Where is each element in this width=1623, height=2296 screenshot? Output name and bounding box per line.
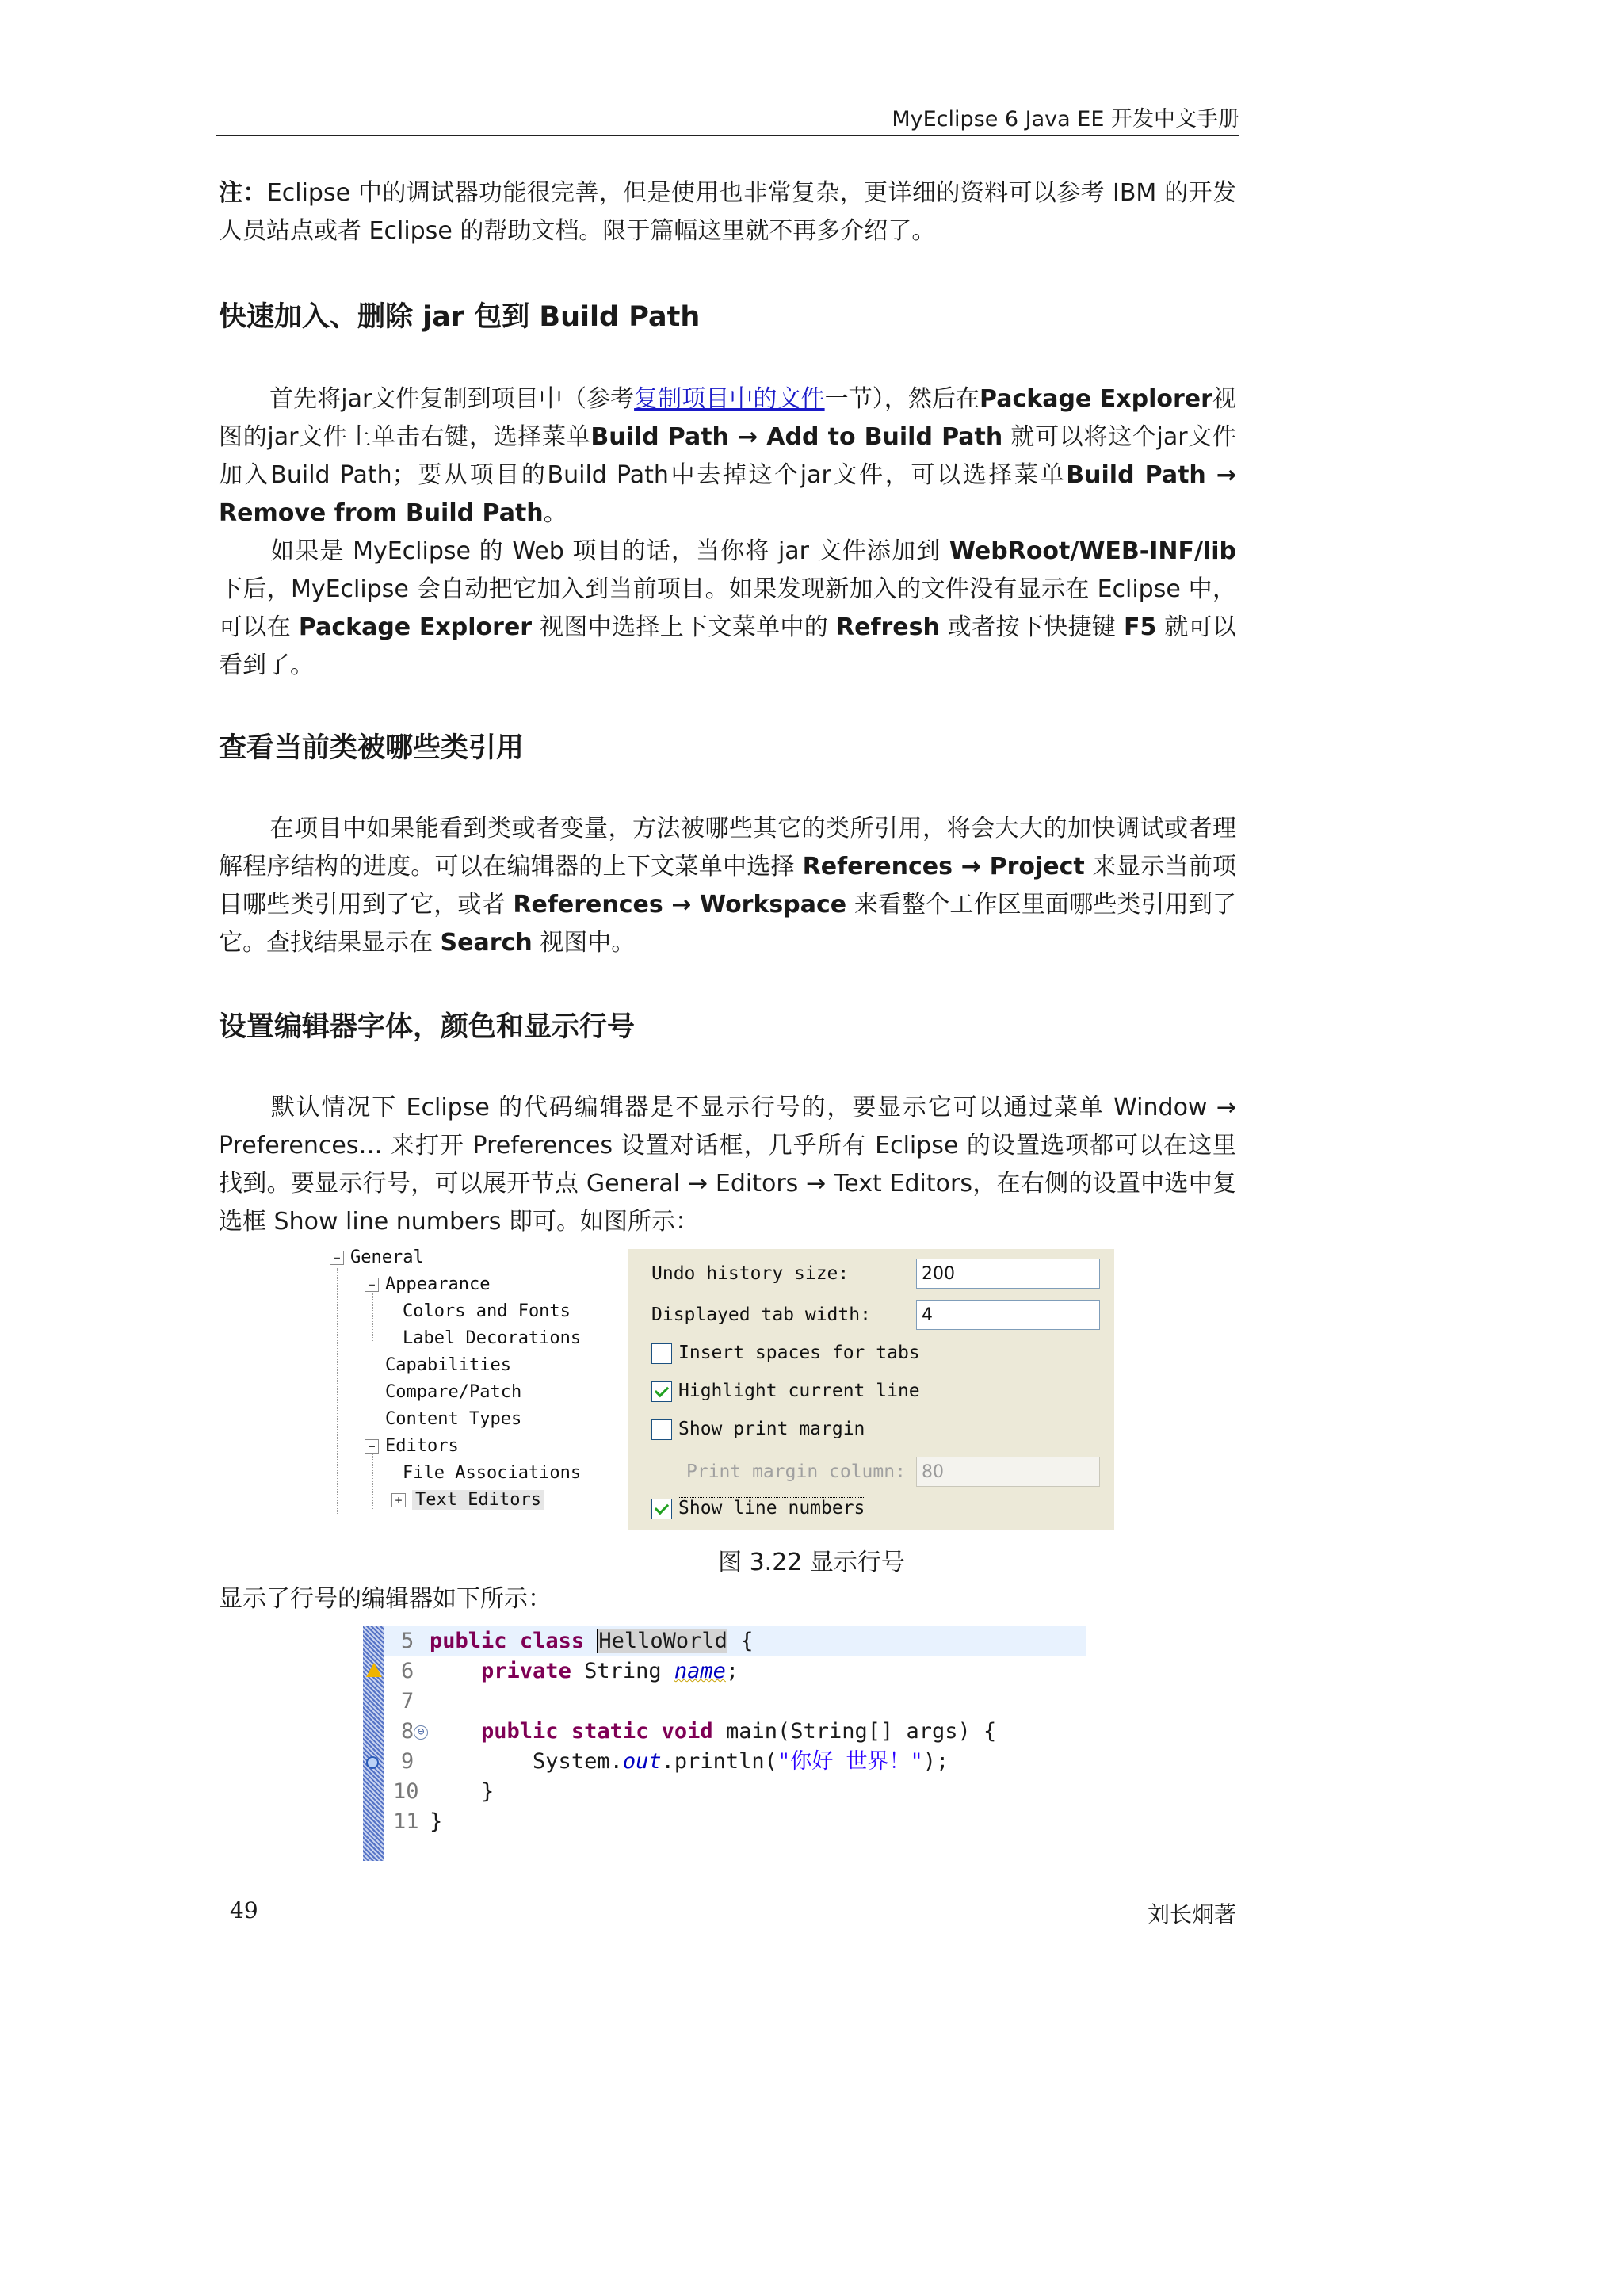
section-heading-editor-settings: 设置编辑器字体，颜色和显示行号 bbox=[219, 1011, 636, 1043]
tree-item-colors-fonts[interactable]: Colors and Fonts bbox=[403, 1301, 571, 1321]
tab-width-input[interactable]: 4 bbox=[916, 1300, 1100, 1330]
build-path-paragraph-1: 首先将jar文件复制到项目中（参考复制项目中的文件一节），然后在Package Explorer视图的jar文件上单击右键，选择菜单Build Path → Add to Build Path 就可以将这个jar文件加入Build Path；要从项目的Build Path中去掉这个jar文件，可以选择菜单Build Path → Remove from Build Path。 bbox=[219, 385, 1237, 527]
code-line-9: 9 System.out.println("你好 世界！"); bbox=[401, 1749, 949, 1774]
print-margin-column-input: 80 bbox=[916, 1457, 1100, 1487]
checkbox-icon[interactable] bbox=[651, 1343, 672, 1364]
tree-item-editors[interactable]: − Editors bbox=[365, 1436, 459, 1456]
undo-history-label: Undo history size: bbox=[651, 1263, 850, 1284]
print-margin-column-label: Print margin column: bbox=[686, 1461, 906, 1482]
text-editors-settings-panel bbox=[628, 1249, 1114, 1530]
code-line-6: 6 private String name; bbox=[401, 1659, 739, 1683]
section-heading-references: 查看当前类被哪些类引用 bbox=[219, 732, 525, 764]
tree-item-file-associations[interactable]: File Associations bbox=[403, 1463, 582, 1483]
tree-item-compare-patch[interactable]: Compare/Patch bbox=[385, 1382, 522, 1402]
tree-item-capabilities[interactable]: Capabilities bbox=[385, 1355, 511, 1375]
build-path-paragraph-2: 如果是 MyEclipse 的 Web 项目的话，当你将 jar 文件添加到 WebRoot/WEB-INF/lib 下后，MyEclipse 会自动把它加入到当前项目。如果发现新加入的文件没有显示在 Eclipse 中，可以在 Package Explorer 视图中选择上下文菜单中的 Refresh 或者按下快捷键 F5 就可以看到了。 bbox=[219, 537, 1236, 679]
figure-caption: 图 3.22 显示行号 bbox=[718, 1549, 905, 1576]
tree-item-label-decorations[interactable]: Label Decorations bbox=[403, 1328, 582, 1348]
code-editor-screenshot bbox=[363, 1626, 1086, 1861]
undo-history-input[interactable]: 200 bbox=[916, 1259, 1100, 1289]
section-heading-build-path: 快速加入、删除 jar 包到 Build Path bbox=[219, 301, 701, 333]
header-rule bbox=[216, 135, 1239, 136]
code-line-7: 7 bbox=[401, 1689, 414, 1713]
copy-files-link[interactable]: 复制项目中的文件 bbox=[634, 385, 825, 413]
note-text: Eclipse 中的调试器功能很完善，但是使用也非常复杂，更详细的资料可以参考 IBM 的开发人员站点或者 Eclipse 的帮助文档。限于篇幅这里就不再多介绍了。 bbox=[219, 179, 1236, 245]
warning-icon bbox=[366, 1663, 382, 1677]
preferences-tree bbox=[323, 1246, 624, 1530]
show-print-margin-checkbox[interactable]: Show print margin bbox=[651, 1419, 865, 1440]
note-paragraph bbox=[219, 174, 1236, 250]
expand-icon[interactable]: + bbox=[391, 1493, 406, 1507]
checkbox-icon[interactable] bbox=[651, 1419, 672, 1440]
references-paragraph: 在项目中如果能看到类或者变量，方法被哪些其它的类所引用，将会大大的加快调试或者理解程序结构的进度。可以在编辑器的上下文菜单中选择 References → Project 来显示当前项目哪些类引用到了它，或者 References → Workspace 来看整个工作区里面哪些类引用到了它。查找结果显示在 Search 视图中。 bbox=[219, 815, 1236, 957]
code-line-11: 11 } bbox=[393, 1809, 443, 1834]
running-header: MyEclipse 6 Java EE 开发中文手册 bbox=[892, 107, 1239, 132]
editor-settings-paragraph: 默认情况下 Eclipse 的代码编辑器是不显示行号的，要显示它可以通过菜单 Window → Preferences… 来打开 Preferences 设置对话框，几乎所有 Eclipse 的设置选项都可以在这里找到。要显示行号，可以展开节点 General → Editors → Text Editors，在右侧的设置中选中复选框 Show line numbers 即可。如图所示： bbox=[219, 1094, 1236, 1236]
collapse-icon[interactable]: − bbox=[365, 1278, 379, 1292]
code-line-5: 5 public class HelloWorld { bbox=[384, 1626, 1086, 1656]
author-credit: 刘长炯著 bbox=[1147, 1901, 1236, 1927]
tab-width-label: Displayed tab width: bbox=[651, 1305, 871, 1325]
breakpoint-icon bbox=[366, 1756, 379, 1769]
show-line-numbers-checkbox[interactable]: Show line numbers bbox=[651, 1498, 865, 1519]
tree-item-general[interactable]: − General bbox=[330, 1247, 424, 1267]
collapse-icon[interactable]: − bbox=[330, 1251, 344, 1265]
note-prefix: 注： bbox=[219, 179, 267, 207]
page-number: 49 bbox=[230, 1897, 258, 1924]
tree-item-text-editors[interactable]: + Text Editors bbox=[391, 1490, 544, 1510]
code-line-10: 10 } bbox=[393, 1779, 495, 1804]
code-intro: 显示了行号的编辑器如下所示： bbox=[219, 1585, 552, 1613]
fold-icon[interactable]: ⊖ bbox=[414, 1725, 428, 1740]
tree-item-content-types[interactable]: Content Types bbox=[385, 1409, 522, 1429]
preferences-screenshot bbox=[323, 1246, 1114, 1530]
code-line-8: 8 ⊖ public static void main(String[] args) { bbox=[401, 1719, 997, 1744]
collapse-icon[interactable]: − bbox=[365, 1439, 379, 1454]
highlight-line-checkbox[interactable]: Highlight current line bbox=[651, 1381, 920, 1402]
tree-item-appearance[interactable]: − Appearance bbox=[365, 1274, 490, 1294]
checked-icon[interactable] bbox=[651, 1381, 672, 1402]
checked-icon[interactable] bbox=[651, 1499, 672, 1519]
editor-gutter bbox=[363, 1626, 384, 1861]
insert-spaces-checkbox[interactable]: Insert spaces for tabs bbox=[651, 1343, 920, 1364]
